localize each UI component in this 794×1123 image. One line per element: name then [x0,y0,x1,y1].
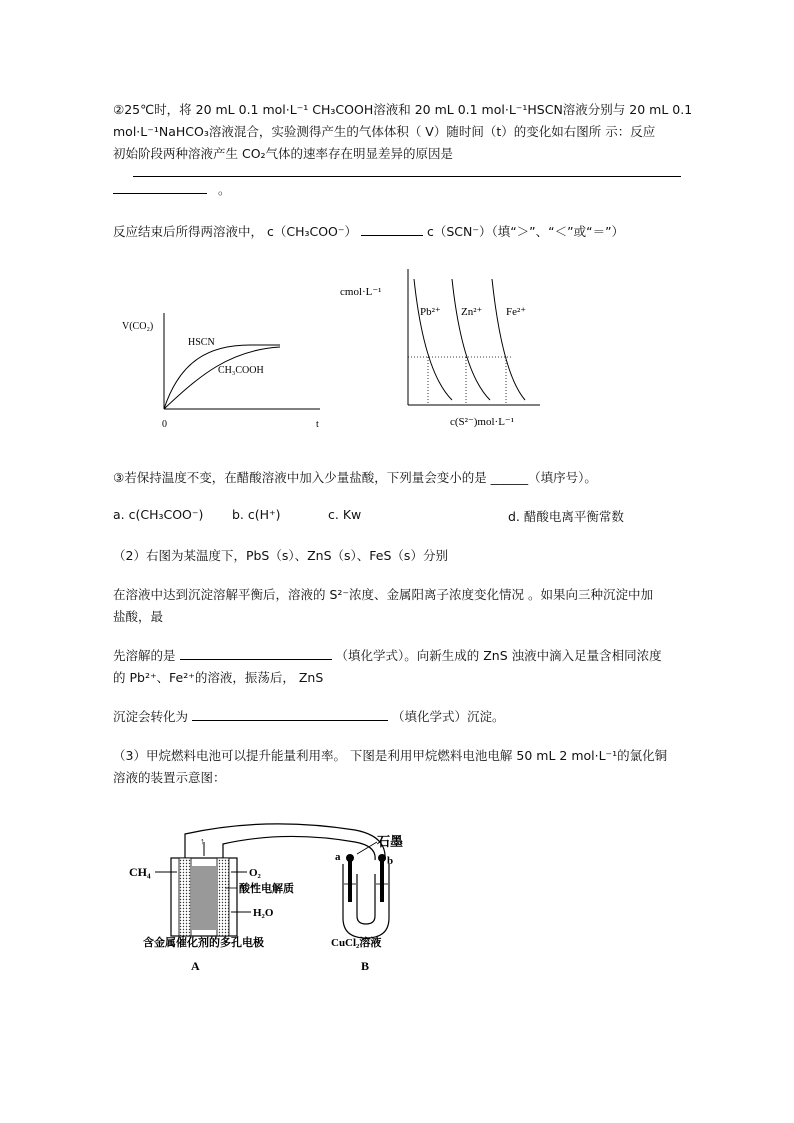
cell-a-label: A [191,959,200,973]
electrode-b [380,856,384,902]
graphite-label: 石墨 [377,834,404,849]
x-label: c(S²⁻)mol·L⁻¹ [450,416,515,428]
q2-line2: mol·L⁻¹NaHCO₃溶液混合，实验测得产生的气体体积（ V）随时间（t）的变化如右图所 示：反应 [113,124,656,139]
p3-line1: （3）甲烷燃料电池可以提升能量利用率。 下图是利用甲烷燃料电池电解 50 mL 2 mol·L⁻¹的氯化铜 [113,748,668,763]
electrode-a-cap [346,854,354,862]
compare-line [113,222,624,240]
p3-line2: 溶液的装置示意图： [113,770,226,785]
zn-label: Zn²⁺ [461,306,483,318]
u-tube-inner [357,874,375,924]
q2-line3: 初始阶段两种溶液产生 CO₂气体的速率存在明显差异的原因是 [113,146,454,161]
origin-label: 0 [162,419,167,430]
p2-line3: 盐酸，最 [113,609,164,624]
t-label: t [316,419,319,430]
electrolyte-label: 酸性电解质 [239,883,294,895]
fe-label: Fe²⁺ [506,306,527,318]
answer-line-1[interactable] [133,176,681,177]
b-label: b [387,855,394,867]
p2-line4a: 先溶解的是 [113,648,176,663]
h2o-label: H₂O [253,907,274,919]
hscn-curve [164,345,280,409]
p2-line2: 在溶液中达到沉淀溶解平衡后，溶液的 S²⁻浓度、金属阳离子浓度变化情况 。如果向三种沉淀中加 [113,587,653,602]
electrode-right [217,858,229,936]
p2-line6b: （填化学式）沉淀。 [391,709,505,724]
option-b: b. c(H⁺) [232,507,281,522]
y-label: cmol·L⁻¹ [340,286,382,298]
o2-label: O₂ [249,867,261,879]
pb-label: Pb²⁺ [420,306,441,318]
electrode-label: 含金属催化剂的多孔电极 [143,937,264,949]
arrow-up-head: ↑ [200,836,205,846]
electrolyte-fill [191,866,217,930]
y-label: V(CO₂) [122,321,154,332]
solubility-graph [340,265,545,430]
p2-line4 [113,646,662,664]
p2-line4b: （填化学式）。向新生成的 ZnS 浊液中滴入足量含相同浓度 [335,648,662,663]
a-label: a [335,851,341,863]
fe-curve [492,279,525,400]
blank-first-dissolve[interactable] [180,647,332,660]
option-d: d. 醋酸电离平衡常数 [508,509,624,524]
cucl2-label: CuCl₂溶液 [331,937,382,949]
p2-line6a: 沉淀会转化为 [113,709,189,724]
ch3cooh-label: CH₃COOH [218,365,264,376]
p2-line6 [113,707,505,725]
option-c: c. Kw [328,507,362,522]
option-a: a. c(CH₃COO⁻) [113,507,204,522]
electrode-left [179,858,191,936]
ch3cooh-curve [164,347,280,409]
compare-a: 反应结束后所得两溶液中， c（CH₃COO⁻） [113,224,357,239]
answer-line-2[interactable] [113,193,207,194]
hscn-label: HSCN [188,337,215,348]
compare-blank[interactable] [361,223,423,236]
period: 。 [218,182,231,197]
ch4-label: CH₄ [129,865,151,879]
gas-volume-graph [120,305,330,430]
electrode-a [348,856,352,902]
p2-line1: （2）右图为某温度下，PbS（s）、ZnS（s）、FeS（s）分别 [113,548,448,563]
pb-curve [414,279,452,400]
p2-line5: 的 Pb²⁺、Fe²⁺的溶液，振荡后， ZnS [113,670,324,685]
cell-b-label: B [361,959,370,973]
apparatus-figure [125,820,435,980]
electrode-b-cap [378,854,386,862]
q3-text: ③若保持温度不变，在醋酸溶液中加入少量盐酸，下列量会变小的是 ______（填序号）。 [113,470,597,485]
zn-curve [452,279,490,400]
compare-b: c（SCN⁻）（填“＞”、“＜”或“＝”） [426,224,625,239]
q2-line1: ②25℃时，将 20 mL 0.1 mol·L⁻¹ CH₃COOH溶液和 20 mL 0.1 mol·L⁻¹HSCN溶液分别与 20 mL 0.1 [113,102,693,117]
blank-convert[interactable] [192,708,388,721]
